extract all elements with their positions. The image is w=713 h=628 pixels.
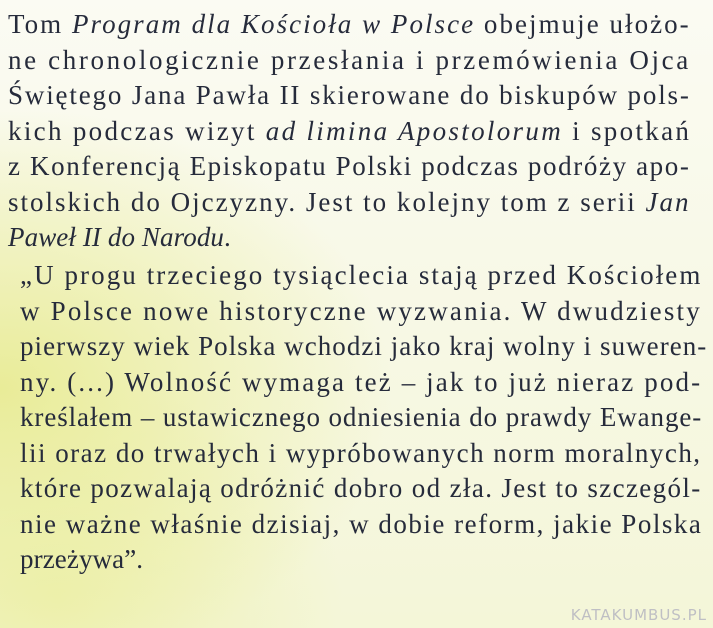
italic-title-text: Program dla Kościoła w Polsce — [72, 9, 476, 39]
text-segment: lii oraz do trwałych i wypróbowanych norm moralnych, — [20, 438, 702, 468]
text-line — [20, 399, 702, 435]
text-segment: ny. (...) Wolność wymaga też – jak to już nieraz pod- — [20, 367, 703, 397]
italic-title-text: Paweł II do Narodu — [8, 222, 225, 252]
text-segment: Tom — [8, 9, 73, 39]
text-segment: obejmuje ułożo- — [475, 9, 691, 39]
text-segment: Świętego Jana Pawła II skierowane do biskupów pols- — [8, 80, 691, 110]
text-line — [20, 257, 702, 293]
text-segment: kich podczas wizyt — [8, 116, 266, 146]
text-line — [8, 42, 691, 78]
text-segment: „U progu trzeciego tysiąclecia stają przed Kościołem — [20, 260, 703, 290]
text-segment: w Polsce nowe historyczne wyzwania. W dwudziesty — [20, 296, 702, 326]
text-segment: stolskich do Ojczyzny. Jest to kolejny tom z serii — [8, 187, 646, 217]
text-line — [20, 435, 702, 471]
text-line — [20, 293, 702, 329]
text-segment: i spotkań — [563, 116, 692, 146]
text-segment: nie ważne właśnie dzisiaj, w dobie reform, jakie Polska — [20, 509, 703, 539]
text-line — [20, 506, 702, 542]
text-line — [20, 470, 702, 506]
text-line — [20, 328, 707, 364]
text-line — [8, 219, 231, 255]
text-segment: z Konferencją Episkopatu Polski podczas podróży apo- — [8, 151, 691, 181]
site-watermark: KATAKUMBUS.PL — [570, 606, 707, 624]
text-line — [8, 113, 691, 149]
italic-title-text: ad limina Apostolorum — [265, 116, 564, 146]
text-segment: przeżywa”. — [20, 544, 144, 574]
text-line — [8, 184, 691, 220]
text-line — [8, 148, 691, 184]
text-segment: które pozwalają odróżnić dobro od zła. Jest to szczegól- — [20, 473, 702, 503]
text-segment: pierwszy wiek Polska wchodzi jako kraj wolny i suweren- — [20, 331, 708, 361]
italic-title-text: Jan — [645, 187, 691, 217]
text-line — [8, 6, 691, 42]
text-segment: . — [224, 222, 231, 252]
text-line — [20, 541, 143, 577]
text-line — [20, 364, 702, 400]
text-segment: ne chronologicznie przesłania i przemówienia Ojca — [8, 45, 691, 75]
text-line — [8, 77, 691, 113]
text-segment: kreślałem – ustawicznego odniesienia do prawdy Ewange- — [20, 402, 703, 432]
